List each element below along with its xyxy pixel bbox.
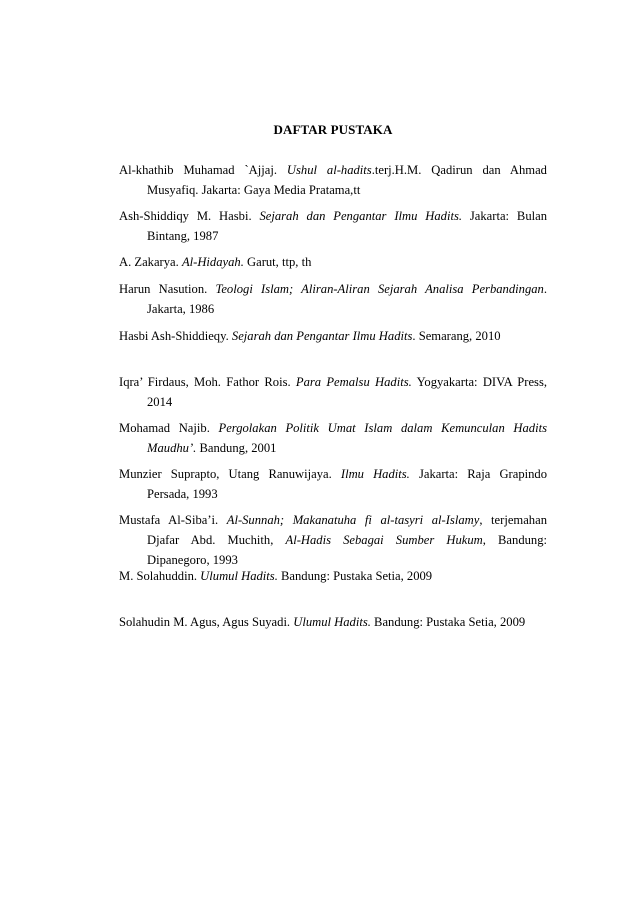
reference-line [119,438,547,458]
reference-line [119,326,547,346]
reference-entry [119,566,547,586]
reference-text: Garut, ttp, th [243,255,312,269]
reference-entry [119,206,547,246]
reference-line: Bintang, 1987 [147,229,219,243]
reference-author: Ash-Shiddiqy M. Hasbi. [119,209,260,223]
reference-line [119,279,547,299]
reference-text: Bandung: Pustaka Setia, 2009 [277,569,433,583]
reference-entry [119,372,547,412]
reference-author: Harun Nasution. [119,282,216,296]
reference-text: . [543,282,547,296]
reference-entry [119,160,547,200]
reference-line [119,418,547,438]
reference-author: Mohamad Najib. [119,421,219,435]
reference-author: Munzier Suprapto, Utang Ranuwijaya. [119,467,341,481]
reference-text: Djafar Abd. Muchith, [147,533,286,547]
reference-text: .terj.H.M. Qadirun dan Ahmad [371,163,547,177]
reference-line [119,612,547,632]
reference-line: Persada, 1993 [147,487,218,501]
reference-book-title: Al-Sunnah; Makanatuha fi al-tasyri al-Islamy [226,513,480,527]
reference-text: . Semarang, 2010 [412,329,501,343]
reference-line: Dipanegoro, 1993 [147,553,238,567]
reference-author: Iqra’ Firdaus, Moh. Fathor Rois. [119,375,296,389]
reference-line [119,252,547,272]
reference-entry [119,279,547,319]
reference-entry [119,418,547,458]
reference-book-title: Ulumul Hadits. [200,569,278,583]
reference-text: Jakarta: Raja Grapindo [409,467,548,481]
reference-line [119,530,547,550]
page-title: DAFTAR PUSTAKA [273,122,393,137]
reference-line [119,510,547,530]
reference-book-title: Al-Hadis Sebagai Sumber Hukum [285,533,483,547]
reference-entry [119,326,547,346]
reference-book-title: Ulumul Hadits. [293,615,371,629]
reference-author: Hasbi Ash-Shiddieqy. [119,329,232,343]
reference-line: Jakarta, 1986 [147,302,215,316]
reference-line: Musyafiq. Jakarta: Gaya Media Pratama,tt [147,183,361,197]
reference-book-title: Ilmu Hadits. [340,467,410,481]
reference-entry [119,612,547,632]
reference-text: Jakarta: Bulan [462,209,547,223]
reference-text: Bandung: Pustaka Setia, 2009 [370,615,526,629]
reference-book-title: Sejarah dan Pengantar Ilmu Hadits. [259,209,463,223]
reference-book-title: Al-Hidayah. [181,255,244,269]
reference-book-title: Maudhu’. [147,441,197,455]
reference-book-title: Para Pemalsu Hadits. [295,375,412,389]
reference-line [119,206,547,226]
reference-author: Solahudin M. Agus, Agus Suyadi. [119,615,294,629]
reference-line [119,372,547,392]
reference-text: Bandung, 2001 [196,441,277,455]
reference-book-title: Pergolakan Politik Umat Islam dalam Kemunculan Hadits [218,421,547,435]
reference-line: 2014 [147,395,173,409]
reference-text: , terjemahan [479,513,547,527]
reference-entry [119,252,547,272]
reference-text: Yogyakarta: DIVA Press, [411,375,548,389]
reference-text: , Bandung: [482,533,548,547]
reference-author: Al-khathib Muhamad `Ajjaj. [119,163,287,177]
reference-book-title: Ushul al-hadits [286,163,372,177]
reference-entry [119,464,547,504]
reference-author: M. Solahuddin. [119,569,201,583]
reference-entry [119,510,547,570]
reference-line [119,566,547,586]
reference-line [119,160,547,180]
reference-author: A. Zakarya. [119,255,182,269]
reference-author: Mustafa Al-Siba’i. [119,513,227,527]
reference-book-title: Teologi Islam; Aliran-Aliran Sejarah Analisa Perbandingan [215,282,544,296]
reference-line [119,464,547,484]
reference-book-title: Sejarah dan Pengantar Ilmu Hadits [231,329,413,343]
